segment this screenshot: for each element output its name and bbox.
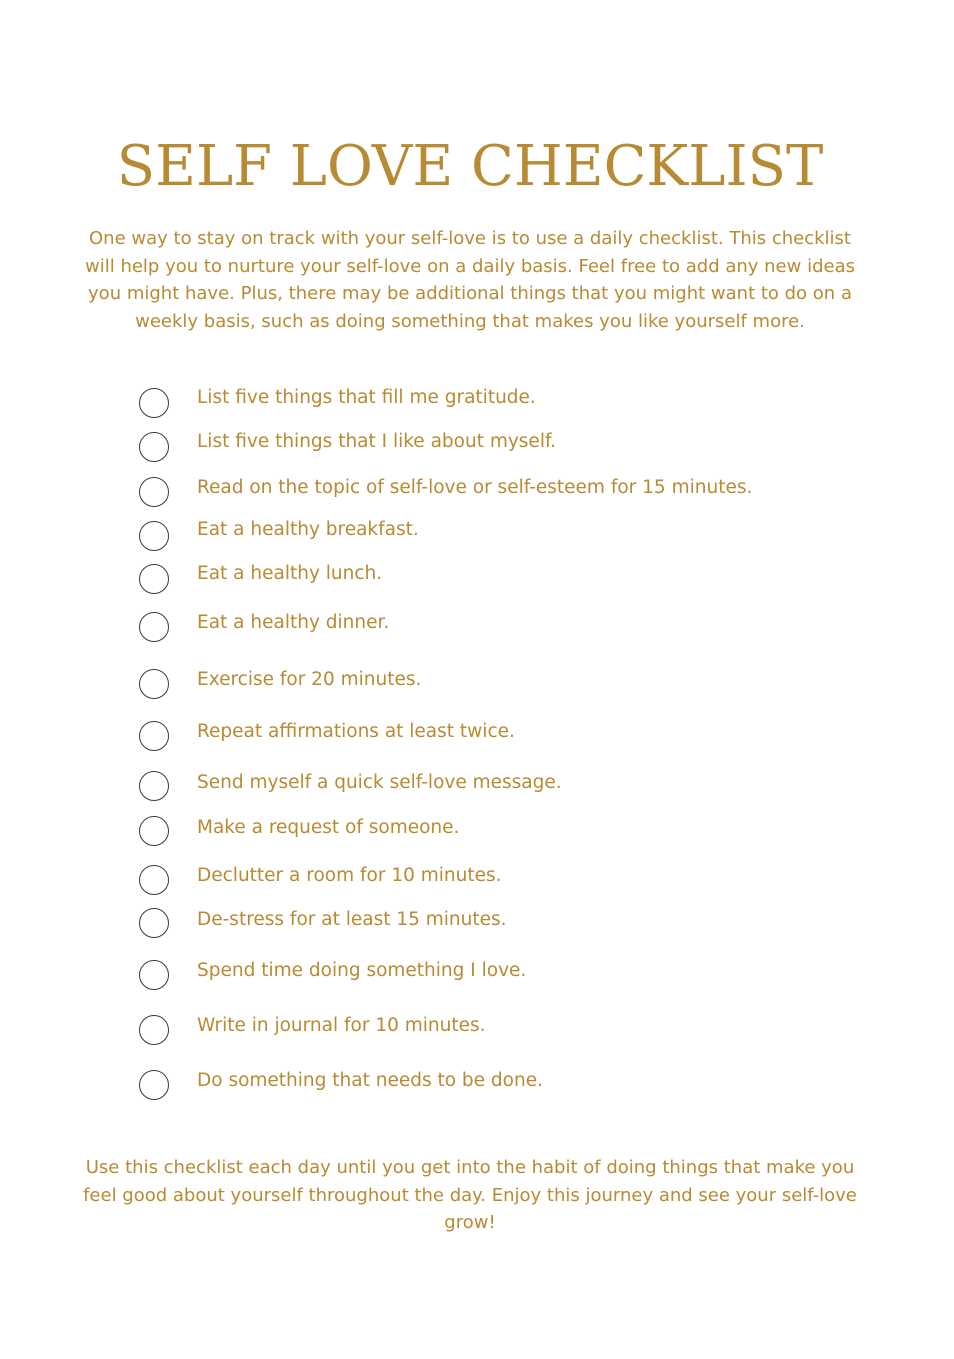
outro-paragraph: Use this checklist each day until you get into the habit of doing things that make you feel good about yourself throughout the day. Enjoy this journey and see your self-love grow! xyxy=(83,1157,857,1233)
checklist-item[interactable] xyxy=(139,430,557,464)
checklist-item-label: Read on the topic of self-love or self-esteem for 15 minutes. xyxy=(197,477,753,498)
checklist-item-label: Write in journal for 10 minutes. xyxy=(197,1015,486,1036)
checklist-item[interactable] xyxy=(139,1013,486,1047)
page-title: SELF LOVE CHECKLIST xyxy=(116,133,824,199)
checklist-item-label: Make a request of someone. xyxy=(197,817,460,838)
checkbox-circle[interactable] xyxy=(139,721,169,751)
checklist-item[interactable] xyxy=(139,475,753,509)
checkbox-circle[interactable] xyxy=(139,432,169,462)
checkbox-circle[interactable] xyxy=(139,521,169,551)
checkbox-circle[interactable] xyxy=(139,865,169,895)
checklist-item[interactable] xyxy=(139,719,515,753)
checklist-item[interactable] xyxy=(139,958,527,992)
checklist-item-label: Eat a healthy lunch. xyxy=(197,563,383,584)
checkbox-circle[interactable] xyxy=(139,388,169,418)
checklist-item[interactable] xyxy=(139,863,502,897)
checklist-item-label: Do something that needs to be done. xyxy=(197,1070,543,1091)
checkbox-circle[interactable] xyxy=(139,564,169,594)
intro-paragraph: One way to stay on track with your self-love is to use a daily checklist. This checklist will help you to nurture your self-love on a daily basis. Feel free to add any new ideas you might have. Plus, there may be additional things that you might want to do on a weekly basis, such as doing something that makes you like yourself more. xyxy=(85,228,855,332)
checkbox-circle[interactable] xyxy=(139,477,169,507)
checkbox-circle[interactable] xyxy=(139,816,169,846)
checklist-item-label: Declutter a room for 10 minutes. xyxy=(197,865,502,886)
checklist-item-label: List five things that I like about myself. xyxy=(197,431,557,452)
checkbox-circle[interactable] xyxy=(139,612,169,642)
checklist-item[interactable] xyxy=(139,814,460,848)
checklist-item-label: Exercise for 20 minutes. xyxy=(197,669,422,690)
checklist-item-label: Eat a healthy dinner. xyxy=(197,612,390,633)
checklist-item-label: List five things that fill me gratitude. xyxy=(197,387,536,408)
checklist-item[interactable] xyxy=(139,1068,543,1102)
checkbox-circle[interactable] xyxy=(139,1015,169,1045)
checkbox-circle[interactable] xyxy=(139,960,169,990)
checklist-item-label: Spend time doing something I love. xyxy=(197,960,527,981)
checklist-item[interactable] xyxy=(139,519,419,553)
checkbox-circle[interactable] xyxy=(139,908,169,938)
checkbox-circle[interactable] xyxy=(139,669,169,699)
checklist-item[interactable] xyxy=(139,386,536,420)
checklist-item-label: Repeat affirmations at least twice. xyxy=(197,721,515,742)
checklist-item[interactable] xyxy=(139,769,562,803)
checkbox-circle[interactable] xyxy=(139,1070,169,1100)
checklist-item[interactable] xyxy=(139,562,383,596)
checklist-item[interactable] xyxy=(139,610,390,644)
checklist-item-label: De-stress for at least 15 minutes. xyxy=(197,909,507,930)
checkbox-circle[interactable] xyxy=(139,771,169,801)
checklist-item[interactable] xyxy=(139,906,507,940)
checklist-item-label: Send myself a quick self-love message. xyxy=(197,772,562,793)
checklist-item[interactable] xyxy=(139,667,422,701)
checklist-item-label: Eat a healthy breakfast. xyxy=(197,519,419,540)
